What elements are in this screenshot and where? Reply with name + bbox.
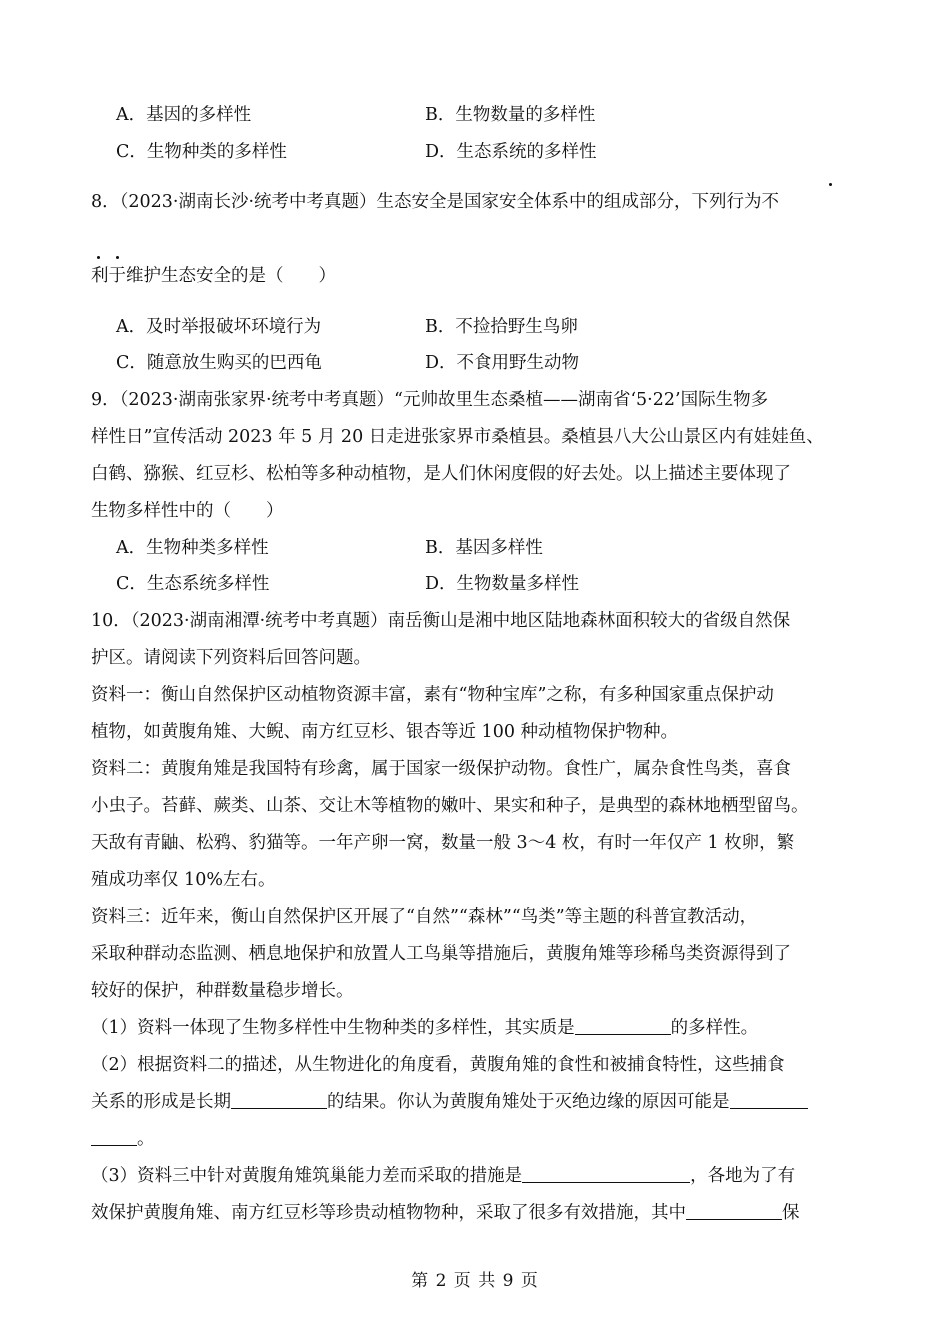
answer-blank-5[interactable] xyxy=(686,1202,782,1221)
answer-blank-1[interactable] xyxy=(575,1017,671,1036)
q10-stem-line2: 护区。请阅读下列资料后回答问题。 xyxy=(91,648,371,668)
part2-text-a: 关系的形成是长期 xyxy=(91,1092,231,1112)
part1-text-b: 的多样性。 xyxy=(670,1018,759,1038)
part2-end: 。 xyxy=(137,1129,155,1149)
q8-option-a: A．及时举报破坏环境行为 xyxy=(116,317,322,337)
question-part1 xyxy=(91,1014,758,1039)
answer-blank-4[interactable] xyxy=(522,1165,690,1184)
q10-stem-line1: 10．（2023·湖南湘潭·统考中考真题）南岳衡山是湘中地区陆地森林面积较大的省级自然保 xyxy=(91,611,791,631)
q9-option-d: D．生物数量多样性 xyxy=(425,574,580,594)
q9-stem-line3: 白鹤、猕猴、红豆杉、松柏等多种动植物，是人们休闲度假的好去处。以上描述主要体现了 xyxy=(91,464,791,484)
q8-option-c: C．随意放生购买的巴西龟 xyxy=(116,353,322,373)
answer-blank-2[interactable] xyxy=(231,1091,327,1110)
material2-line3: 天敌有青鼬、松鸦、豹猫等。一年产卵一窝，数量一般 3～4 枚，有时一年仅产 1 枚卵，繁 xyxy=(91,833,795,853)
part3-text-d: 保 xyxy=(782,1203,800,1223)
emphasis-dot xyxy=(97,256,100,259)
q9-option-b: B．基因多样性 xyxy=(425,538,543,558)
q8-stem-line2: 利于维护生态安全的是（ ） xyxy=(91,266,336,286)
material1-line2: 植物，如黄腹角雉、大鲵、南方红豆杉、银杏等近 100 种动植物保护物种。 xyxy=(91,722,679,742)
material3-line2: 采取种群动态监测、栖息地保护和放置人工鸟巢等措施后，黄腹角雉等珍稀鸟类资源得到了 xyxy=(91,944,791,964)
emphasis-dot xyxy=(116,256,119,259)
emphasis-dot xyxy=(829,183,832,186)
part1-text-a: （1）资料一体现了生物多样性中生物种类的多样性，其实质是 xyxy=(91,1018,575,1038)
q9-stem-line4: 生物多样性中的（ ） xyxy=(91,501,284,521)
answer-blank-3[interactable] xyxy=(730,1091,808,1110)
q7-option-c: C．生物种类的多样性 xyxy=(116,142,287,162)
material3-line3: 较好的保护，种群数量稳步增长。 xyxy=(91,981,354,1001)
material1-line1: 资料一：衡山自然保护区动植物资源丰富，素有“物种宝库”之称，有多种国家重点保护动 xyxy=(91,685,774,705)
page-footer: 第 2 页 共 9 页 xyxy=(411,1271,539,1291)
q9-stem-line1: 9．（2023·湖南张家界·统考中考真题）“元帅故里生态桑植——湖南省‘5·22’国际生物多 xyxy=(91,390,769,410)
answer-blank-3-cont[interactable] xyxy=(91,1128,137,1147)
question-part3-line1 xyxy=(91,1162,795,1187)
q9-option-c: C．生态系统多样性 xyxy=(116,574,270,594)
q7-option-b: B．生物数量的多样性 xyxy=(425,105,596,125)
part3-text-b: ，各地为了有 xyxy=(690,1166,796,1186)
q8-option-d: D．不食用野生动物 xyxy=(425,353,580,373)
question-part2-line3 xyxy=(91,1125,155,1150)
q9-option-a: A．生物种类多样性 xyxy=(116,538,269,558)
question-part3-line2 xyxy=(91,1199,800,1224)
part3-text-c: 效保护黄腹角雉、南方红豆杉等珍贵动植物物种，采取了很多有效措施，其中 xyxy=(91,1203,686,1223)
question-part2-line1: （2）根据资料二的描述，从生物进化的角度看，黄腹角雉的食性和被捕食特性，这些捕食 xyxy=(91,1055,785,1075)
material3-line1: 资料三：近年来，衡山自然保护区开展了“自然”“森林”“鸟类”等主题的科普宣教活动， xyxy=(91,907,758,927)
q8-option-b: B．不捡拾野生鸟卵 xyxy=(425,317,578,337)
material2-line1: 资料二：黄腹角雉是我国特有珍禽，属于国家一级保护动物。食性广，属杂食性鸟类，喜食 xyxy=(91,759,791,779)
q9-stem-line2: 样性日”宣传活动 2023 年 5 月 20 日走进张家界市桑植县。桑植县八大公山景区内有娃娃鱼、 xyxy=(91,427,824,447)
part2-text-b: 的结果。你认为黄腹角雉处于灭绝边缘的原因可能是 xyxy=(327,1092,730,1112)
part3-text-a: （3）资料三中针对黄腹角雉筑巢能力差而采取的措施是 xyxy=(91,1166,523,1186)
q7-option-d: D．生态系统的多样性 xyxy=(425,142,597,162)
q7-option-a: A．基因的多样性 xyxy=(116,105,252,125)
material2-line4: 殖成功率仅 10%左右。 xyxy=(91,870,276,890)
material2-line2: 小虫子。苔藓、蕨类、山茶、交让木等植物的嫩叶、果实和种子，是典型的森林地栖型留鸟。 xyxy=(91,796,809,816)
question-part2-line2 xyxy=(91,1088,808,1113)
q8-stem-line1: 8．（2023·湖南长沙·统考中考真题）生态安全是国家安全体系中的组成部分，下列行为不 xyxy=(91,192,780,212)
